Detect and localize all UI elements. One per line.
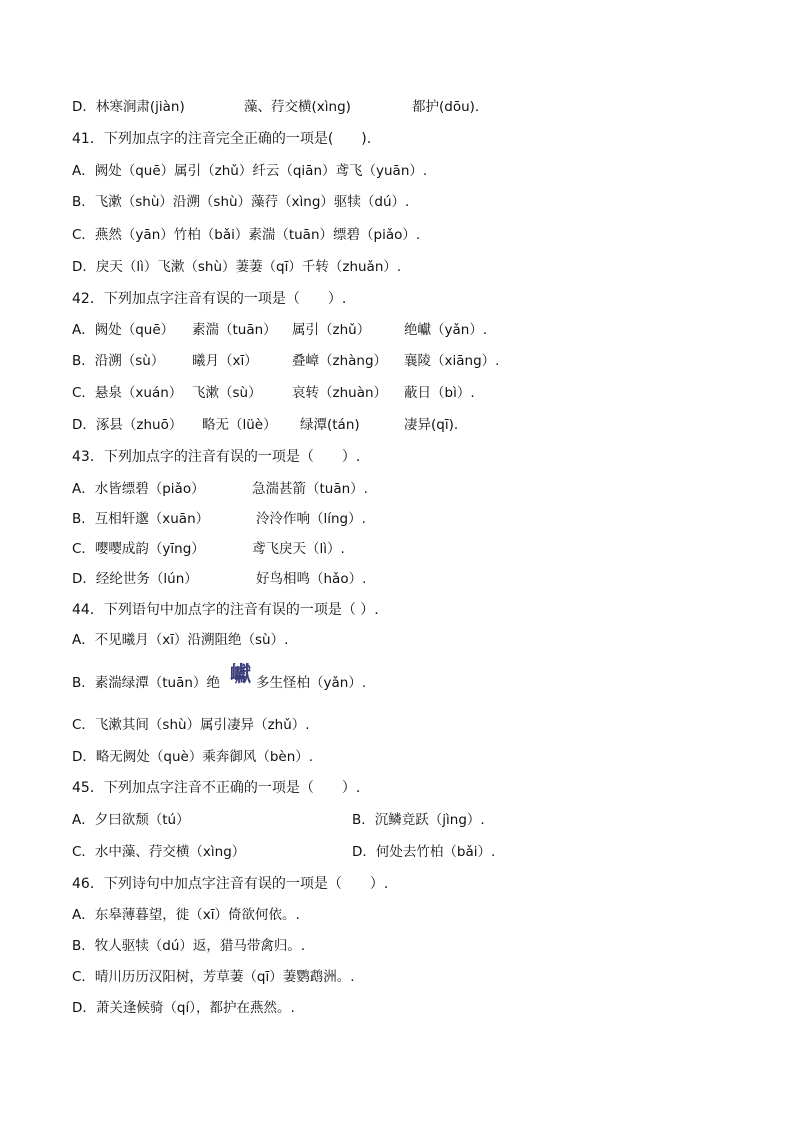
line-segment: A．水皆缥碧（piǎo） <box>72 481 205 497</box>
line-segment: C．晴川历历汉阳树，芳草萋（qī）萋鹦鹉洲。. <box>72 969 355 985</box>
line-segment: 泠泠作响（líng）. <box>256 511 366 527</box>
line-segment: A．阙处（quē）属引（zhǔ）纤云（qiān）鸢飞（yuān）. <box>72 163 428 179</box>
line-segment: 43．下列加点字的注音有误的一项是（ ）. <box>72 449 361 465</box>
line-segment: D．经纶世务（lún） <box>72 571 198 587</box>
line-segment: B．互相轩邈（xuān） <box>72 511 210 527</box>
line-segment: D．何处去竹柏（bǎi）. <box>352 844 496 860</box>
line-segment: C．嘤嘤成韵（yīng） <box>72 541 205 557</box>
line-segment: 绿潭(tán) <box>300 417 360 433</box>
line-segment: 素湍（tuān） <box>192 322 277 338</box>
line-segment: 襄陵（xiāng）. <box>404 353 500 369</box>
line-segment: 好鸟相鸣（hǎo）. <box>256 571 367 587</box>
line-segment: 蔽日（bì）. <box>404 385 475 401</box>
line-segment: 藻、荇交横(xìng) <box>244 99 351 115</box>
line-segment: C．悬泉（xuán） <box>72 385 183 401</box>
line-segment: 急湍甚箭（tuān）. <box>252 481 368 497</box>
line-segment: 多生怪柏（yǎn）. <box>256 675 367 691</box>
line-segment: 绝巘（yǎn）. <box>404 322 488 338</box>
line-segment: 41．下列加点字的注音完全正确的一项是( ). <box>72 131 372 147</box>
line-segment: 略无（lüè） <box>202 417 277 433</box>
line-segment: 45．下列加点字注音不正确的一项是（ ）. <box>72 780 361 796</box>
line-segment: C．水中藻、荇交横（xìng） <box>72 844 246 860</box>
line-segment: 都护(dōu). <box>412 99 480 115</box>
line-segment: A．夕曰欲颓（tú） <box>72 812 190 828</box>
line-segment: 鸢飞戾天（lì）. <box>252 541 345 557</box>
line-segment: C．燕然（yān）竹柏（bǎi）素湍（tuān）缥碧（piǎo）. <box>72 227 421 243</box>
line-segment: D．涿县（zhuō） <box>72 417 183 433</box>
line-segment: A．阙处（quē） <box>72 322 175 338</box>
line-segment: 46．下列诗句中加点字注音有误的一项是（ ）. <box>72 876 389 892</box>
line-segment: 属引（zhǔ） <box>292 322 371 338</box>
line-segment: 凄异(qī). <box>404 417 459 433</box>
line-segment: D．萧关逢候骑（qí），都护在燕然。. <box>72 1000 295 1016</box>
line-segment: B．牧人驱犊（dú）返，猎马带禽归。. <box>72 938 306 954</box>
line-segment: 飞漱（sù） <box>192 385 262 401</box>
enlarged-character: 巘 <box>230 661 251 686</box>
line-segment: A．不见曦月（xī）沿溯阻绝（sù）. <box>72 632 289 648</box>
line-segment: B．沉鳞竞跃（jìng）. <box>352 812 485 828</box>
line-segment: 哀转（zhuàn） <box>292 385 388 401</box>
line-segment: D．林寒涧肃(jiàn) <box>72 99 185 115</box>
line-segment: C．飞漱其间（shù）属引凄异（zhǔ）. <box>72 717 310 733</box>
line-segment: 叠嶂（zhàng） <box>292 353 388 369</box>
line-segment: 44．下列语句中加点字的注音有误的一项是（ ）. <box>72 602 379 618</box>
line-segment: B．飞漱（shù）沿溯（shù）藻荇（xìng）驱犊（dú）. <box>72 194 410 210</box>
line-segment: B．素湍绿潭（tuān）绝 <box>72 675 220 691</box>
line-segment: 曦月（xī） <box>192 353 258 369</box>
line-segment: B．沿溯（sù） <box>72 353 165 369</box>
line-segment: D．戾天（lì）飞漱（shù）萋萋（qī）千转（zhuǎn）. <box>72 259 402 275</box>
line-segment: A．东皋薄暮望，徙（xī）倚欲何依。. <box>72 907 300 923</box>
line-segment: 42．下列加点字注音有误的一项是（ ）. <box>72 291 347 307</box>
line-segment: D．略无阙处（què）乘奔御风（bèn）. <box>72 749 314 765</box>
